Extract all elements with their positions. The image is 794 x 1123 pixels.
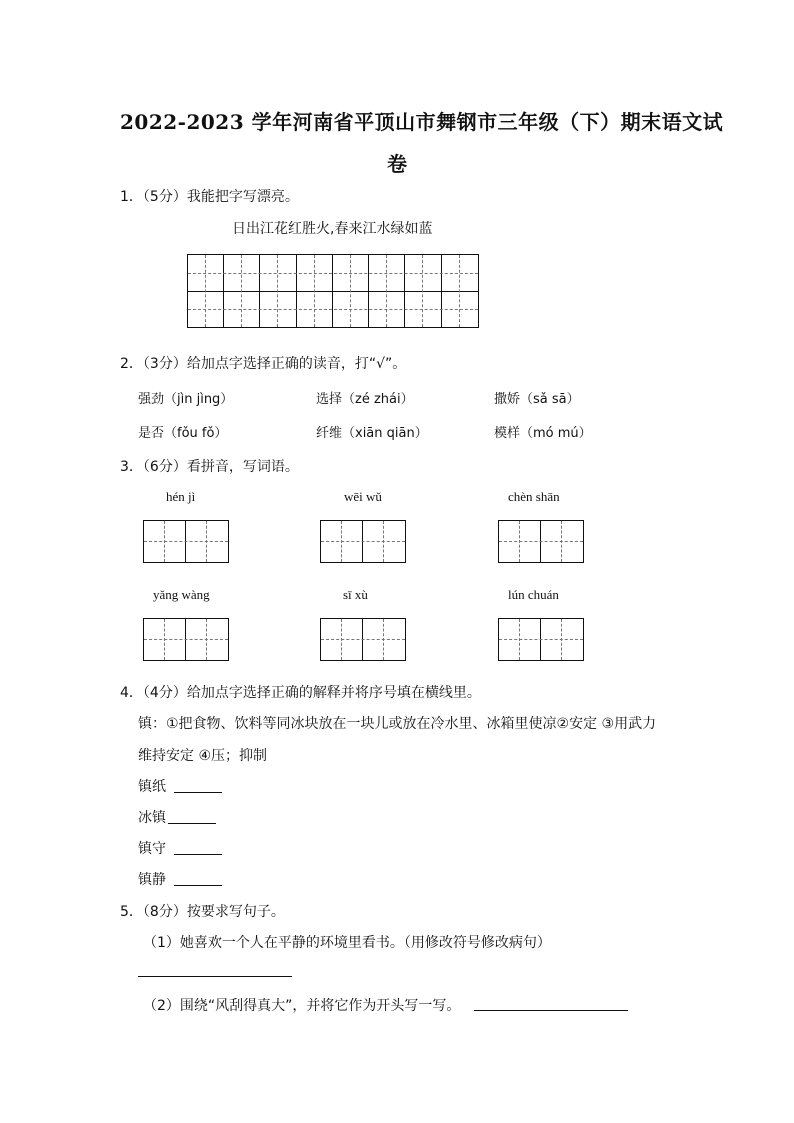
pinyin-label: yǎng wàng [153,587,210,602]
question-5-stem: 5．（8分）按要求写句子。 [120,904,285,920]
word-box [320,618,406,661]
question-4-stem: 4．（4分）给加点字选择正确的解释并将序号填在横线里。 [120,685,481,701]
word-box [498,618,584,661]
pronunciation-item: 是否（fǒu fǒ） [138,426,228,441]
word-box [143,618,229,661]
word-box [143,520,229,563]
fill-blank-label: 镇纸 [138,779,166,795]
sub-question-2: （2）围绕“风刮得真大”，并将它作为开头写一写。 [143,998,461,1014]
pinyin-label: wēi wǔ [344,489,382,504]
question-1-stem: 1．（5分）我能把字写漂亮。 [120,189,299,205]
answer-blank[interactable] [174,854,222,855]
question-3-stem: 3．（6分）看拼音，写词语。 [120,459,299,475]
pronunciation-item: 强劲（jìn jìng） [138,392,234,407]
word-box [320,520,406,563]
question-1-phrase: 日出江花红胜火,春来江水绿如蓝 [232,221,433,237]
pinyin-label: hén jì [166,489,196,504]
pinyin-label: chèn shān [508,489,560,504]
writing-grid [187,254,479,328]
word-box [498,520,584,563]
answer-blank[interactable] [174,792,222,793]
pronunciation-item: 模样（mó mú） [494,426,592,441]
definition-line: 镇：①把食物、饮料等同冰块放在一块儿或放在冷水里、冰箱里使凉②安定 ③用武力 [138,716,657,732]
pinyin-label: lún chuán [508,587,559,602]
answer-blank[interactable] [168,823,216,824]
fill-blank-label: 冰镇 [138,810,166,826]
page-title: 2022-2023 学年河南省平顶山市舞钢市三年级（下）期末语文试 [120,110,724,134]
fill-blank-label: 镇静 [138,872,166,888]
pinyin-label: sī xù [343,587,368,602]
answer-line[interactable] [138,976,292,977]
page-title-continuation: 卷 [387,152,408,176]
question-2-stem: 2．（3分）给加点字选择正确的读音，打“√”。 [120,356,407,372]
definition-line: 维持安定 ④压；抑制 [138,748,268,764]
pronunciation-item: 撒娇（sǎ sā） [494,392,580,407]
sub-question-1: （1）她喜欢一个人在平静的环境里看书。（用修改符号修改病句） [143,935,551,951]
pronunciation-item: 选择（zé zhái） [316,392,414,407]
pronunciation-item: 纤维（xiān qiān） [316,426,428,441]
fill-blank-label: 镇守 [138,841,166,857]
answer-blank[interactable] [174,885,222,886]
answer-line[interactable] [474,1010,628,1011]
